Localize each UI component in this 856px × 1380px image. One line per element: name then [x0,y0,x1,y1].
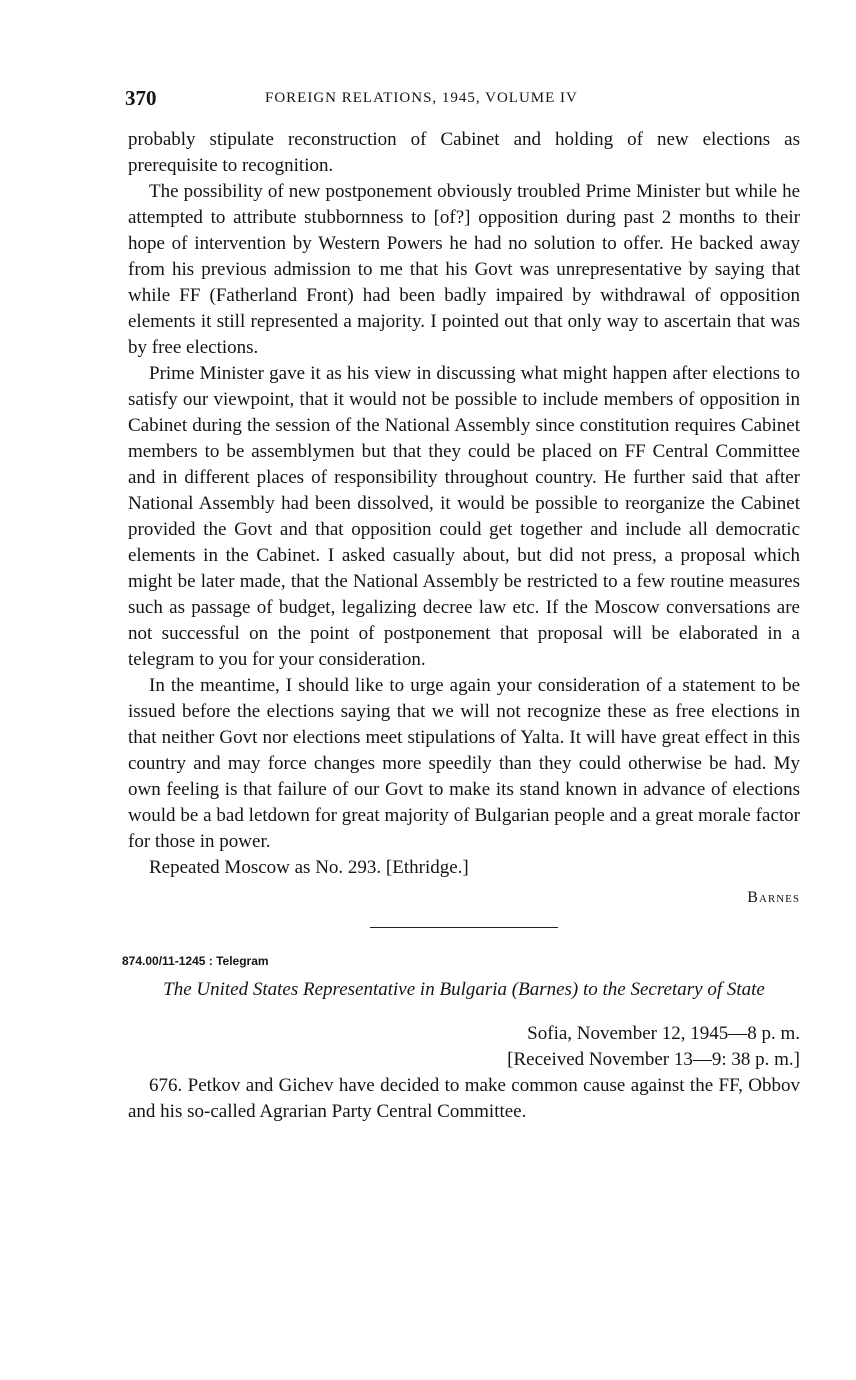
body-text [122,127,800,1125]
document-title: The United States Representative in Bulgaria (Barnes) to the Secretary of State [163,979,765,1000]
paragraph: Prime Minister gave it as his view in discussing what might happen after elections to satisfy our viewpoint, that it would not be possible to include members of opposition in Cabinet during the session of the National Assembly since constitution requires Cabinet members to be assemblymen but that they could be placed on FF Central Committee and in different places of responsibility throughout country. He further said that after National Assembly had been dissolved, it would be possible to reorganize the Cabinet provided the Govt and that opposition could get together and include all democratic elements in the Cabinet. I asked casually about, but did not press, a proposal which might be later made, that the National Assembly be restricted to a few routine measures such as passage of budget, legalizing decree law etc. If the Moscow conversations are not successful on the point of postponement that proposal will be elaborated in a telegram to you for your consideration. [128,363,800,670]
file-reference: 874.00/11-1245 : Telegram [122,954,269,968]
paragraph-continued: probably stipulate reconstruction of Cabinet and holding of new elections as prerequisite to recognition. [128,129,800,176]
dateline: Sofia, November 12, 1945—8 p. m. [527,1023,800,1044]
running-head: FOREIGN RELATIONS, 1945, VOLUME IV [265,90,578,106]
page-number: 370 [125,86,157,110]
paragraph: The possibility of new postponement obviously troubled Prime Minister but while he attempted to attribute stubbornness to [of?] opposition during past 2 months to their hope of intervention by Western Powers he had no solution to offer. He backed away from his previous admission to me that his Govt was unrepresentative by saying that while FF (Fatherland Front) had been badly impaired by withdrawal of opposition elements it still represented a majority. I pointed out that only way to ascertain that was by free elections. [128,181,800,358]
signature: Barnes [747,889,800,906]
received-line: [Received November 13—9: 38 p. m.] [507,1049,800,1070]
telegram-paragraph: 676. Petkov and Gichev have decided to make common cause against the FF, Obbov and his so-called Agrarian Party Central Committee. [128,1075,800,1122]
repeated-note: Repeated Moscow as No. 293. [Ethridge.] [149,857,469,878]
section-divider [370,927,558,928]
paragraph: In the meantime, I should like to urge again your consideration of a statement to be issued before the elections saying that we will not recognize these as free elections in that neither Govt nor elections meet stipulations of Yalta. It will have great effect in this country and may force changes more speedily than they could otherwise be had. My own feeling is that failure of our Govt to make its stand known in advance of elections would be a bad letdown for great majority of Bulgarian people and a great morale factor for those in power. [128,675,800,852]
page-header [125,86,805,112]
